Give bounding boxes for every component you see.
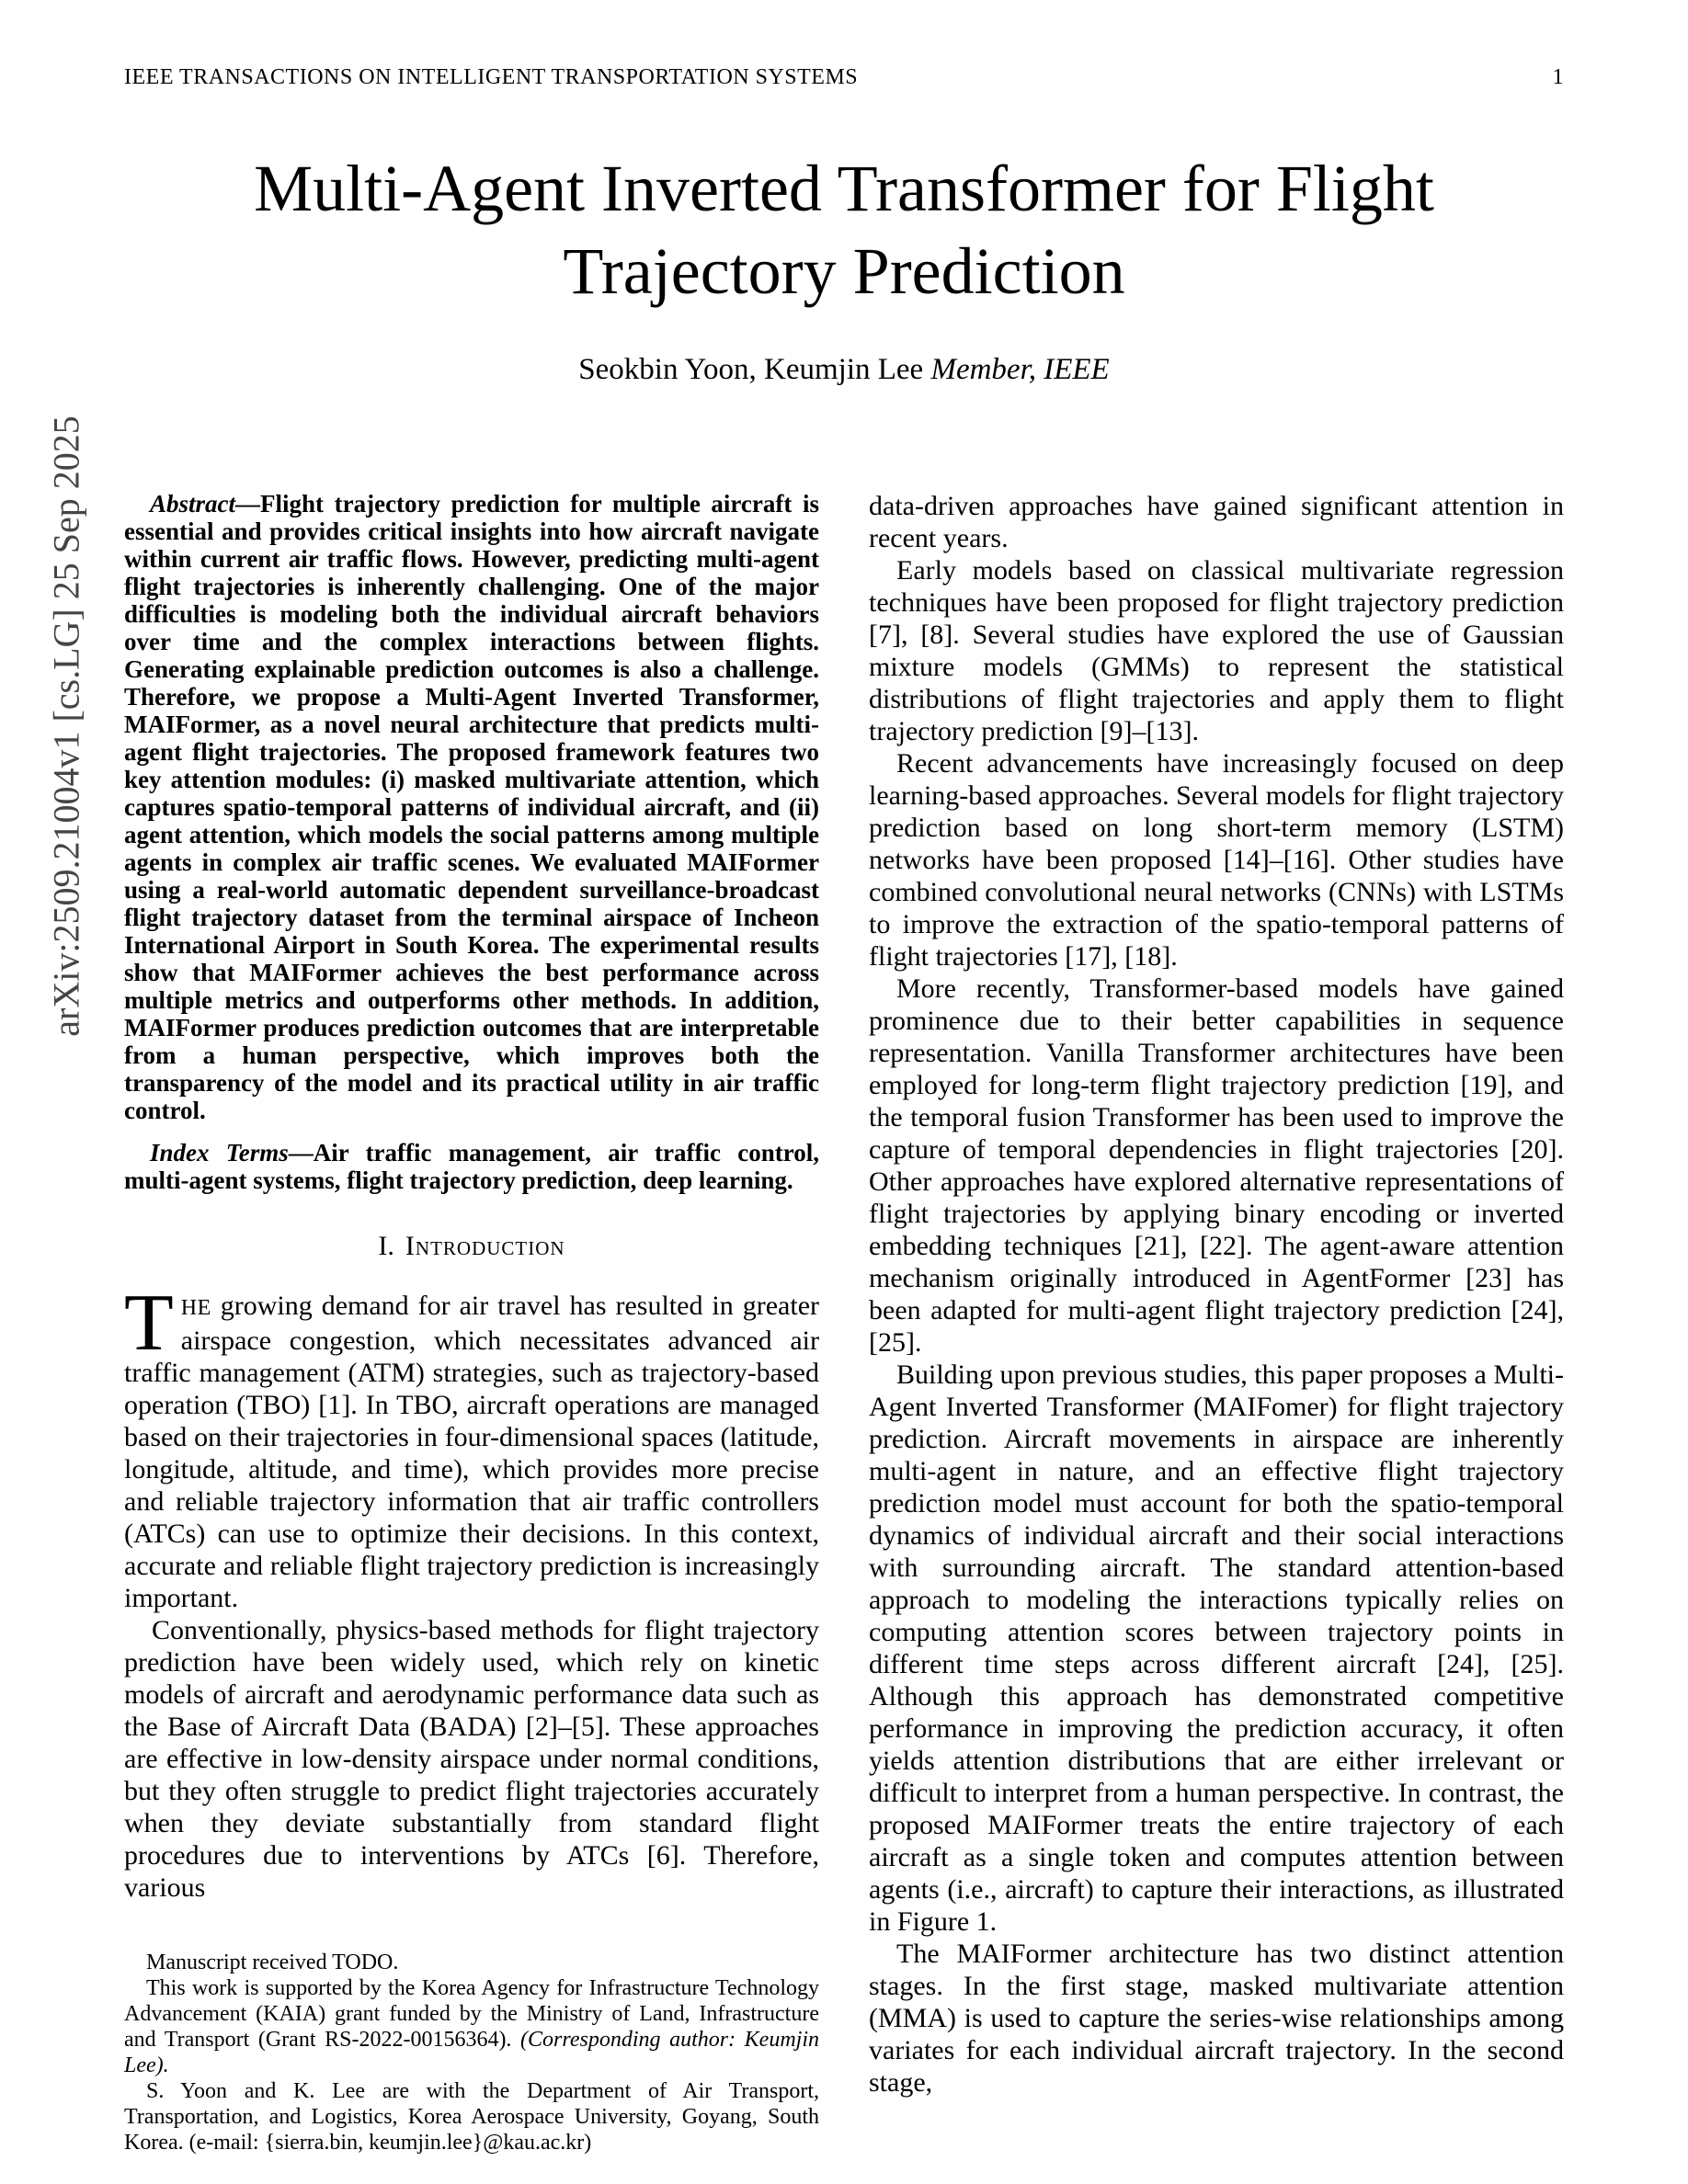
right-column bbox=[869, 490, 1564, 2156]
footnote-funding bbox=[124, 1975, 819, 2078]
footnote-funding-text: This work is supported by the Korea Agency for Infrastructure Technology Advancement (KAIA) grant funded by the Ministry of Land, Infrastructure and Transport (Grant RS-2022-00156364). bbox=[124, 1976, 819, 2052]
first-page-footnotes bbox=[124, 1950, 819, 2156]
paper-title: Multi-Agent Inverted Transformer for Flight Trajectory Prediction bbox=[254, 152, 1434, 308]
drop-cap: T bbox=[124, 1279, 174, 1368]
authors-line bbox=[0, 353, 1688, 387]
section-number: I. bbox=[378, 1231, 394, 1261]
journal-title: IEEE TRANSACTIONS ON INTELLIGENT TRANSPORTATION SYSTEMS bbox=[124, 65, 859, 89]
page-number: 1 bbox=[1552, 65, 1564, 89]
section-heading-introduction bbox=[124, 1231, 819, 1262]
index-terms-label: Index Terms bbox=[150, 1139, 289, 1166]
intro-paragraph-1-text: growing demand for air travel has resulted in greater airspace congestion, which necessitates advanced air traffic management (ATM) strategies, such as trajectory-based operation (TBO) [1]. In TBO, aircraft operations are managed based on their trajectories in four-dimensional spaces (latitude, longitude, altitude, and time), which provides more precise and reliable trajectory information that air traffic controllers (ATCs) can use to optimize their decisions. In this context, accurate and reliable flight trajectory prediction is increasingly important. bbox=[124, 1291, 819, 1613]
index-terms-section bbox=[124, 1139, 819, 1194]
footnote-affiliation: S. Yoon and K. Lee are with the Department of Air Transport, Transportation, and Logistics, Korea Aerospace University, Goyang, South Korea. (e-mail: {sierra.bin, keumjin.lee}@kau.ac.kr) bbox=[124, 2079, 819, 2155]
intro-paragraph-2: Conventionally, physics-based methods for flight trajectory prediction have been widely used, which rely on kinetic models of aircraft and aerodynamic performance data such as the Base of Aircraft Data (BADA) [2]–[5]. These approaches are effective in low-density airspace under normal conditions, but they often struggle to predict flight trajectories accurately when they deviate substantially from standard flight procedures due to interventions by ATCs [6]. Therefore, various bbox=[124, 1615, 819, 1903]
lead-small-caps: HE bbox=[180, 1296, 211, 1320]
footnote-manuscript: Manuscript received TODO. bbox=[146, 1951, 399, 1974]
section-title: Introduction bbox=[405, 1231, 565, 1261]
abstract-text: —Flight trajectory prediction for multiple aircraft is essential and provides critical insights into how aircraft navigate within current air traffic flows. However, predicting multi-agent flight trajectories is inherently challenging. One of the major difficulties is modeling both the individual aircraft behaviors over time and the complex interactions between flights. Generating explainable prediction outcomes is also a challenge. Therefore, we propose a Multi-Agent Inverted Transformer, MAIFormer, as a novel neural architecture that predicts multi-agent flight trajectories. The proposed framework features two key attention modules: (i) masked multivariate attention, which captures spatio-temporal patterns of individual aircraft, and (ii) agent attention, which models the social patterns among multiple agents in complex air traffic scenes. We evaluated MAIFormer using a real-world automatic dependent surveillance-broadcast flight trajectory dataset from the terminal airspace of Incheon International Airport in South Korea. The experimental results show that MAIFormer achieves the best performance across multiple metrics and outperforms other methods. In addition, MAIFormer produces prediction outcomes that are interpretable from a human perspective, which improves both the transparency of the model and its practical utility in air traffic control. bbox=[124, 490, 819, 1124]
abstract-section bbox=[124, 490, 819, 1124]
right-paragraph-3: Recent advancements have increasingly focused on deep learning-based approaches. Several models for flight trajectory prediction based on long short-term memory (LSTM) networks have been proposed [14]–[16]. Other studies have combined convolutional neural networks (CNNs) with LSTMs to improve the extraction of the spatio-temporal patterns of flight trajectories [17], [18]. bbox=[869, 748, 1564, 972]
index-terms-text: —Air traffic management, air traffic control, multi-agent systems, flight trajectory prediction, deep learning. bbox=[124, 1139, 819, 1194]
author-membership: Member, IEEE bbox=[930, 353, 1110, 386]
author-names: Seokbin Yoon, Keumjin Lee bbox=[578, 353, 931, 386]
footnote-corresponding-author: (Corresponding author: Keumjin Lee). bbox=[124, 2028, 819, 2077]
left-column bbox=[124, 490, 819, 2156]
abstract-label: Abstract bbox=[150, 490, 236, 518]
right-paragraph-6: The MAIFormer architecture has two distinct attention stages. In the first stage, masked multivariate attention (MMA) is used to capture the series-wise relationships among variates for each individual aircraft trajectory. In the second stage, bbox=[869, 1939, 1564, 2098]
right-paragraph-5: Building upon previous studies, this paper proposes a Multi-Agent Inverted Transformer (MAIFomer) for flight trajectory prediction. Aircraft movements in airspace are inherently multi-agent in nature, and an effective flight trajectory prediction model must account for both the spatio-temporal dynamics of individual aircraft and their social interactions with surrounding aircraft. The standard attention-based approach to modeling the interactions typically relies on computing attention scores between trajectory points in different time steps across different aircraft [24], [25]. Although this approach has demonstrated competitive performance in improving the prediction accuracy, it often yields attention distributions that are either irrelevant or difficult to interpret from a human perspective. In contrast, the proposed MAIFormer treats the entire trajectory of each aircraft as a single token and computes attention between agents (i.e., aircraft) to capture their interactions, as illustrated in Figure 1. bbox=[869, 1359, 1564, 1937]
right-paragraph-4: More recently, Transformer-based models have gained prominence due to their better capabilities in sequence representation. Vanilla Transformer architectures have been employed for long-term flight trajectory prediction [19], and the temporal fusion Transformer has been used to improve the capture of temporal dependencies in flight trajectories [20]. Other approaches have explored alternative representations of flight trajectories by applying binary encoding or inverted embedding techniques [21], [22]. The agent-aware attention mechanism originally introduced in AgentFormer [23] has been adapted for multi-agent flight trajectory prediction [24], [25]. bbox=[869, 973, 1564, 1358]
intro-paragraph-1 bbox=[124, 1279, 819, 1614]
two-column-body bbox=[0, 490, 1688, 2156]
running-header bbox=[124, 64, 1564, 90]
right-paragraph-1: data-driven approaches have gained significant attention in recent years. bbox=[869, 491, 1564, 553]
arxiv-watermark: arXiv:2509.21004v1 [cs.LG] 25 Sep 2025 bbox=[45, 415, 87, 1037]
right-paragraph-2: Early models based on classical multivariate regression techniques have been proposed for flight trajectory prediction [7], [8]. Several studies have explored the use of Gaussian mixture models (GMMs) to represent the statistical distributions of flight trajectories and apply them to flight trajectory prediction [9]–[13]. bbox=[869, 555, 1564, 746]
